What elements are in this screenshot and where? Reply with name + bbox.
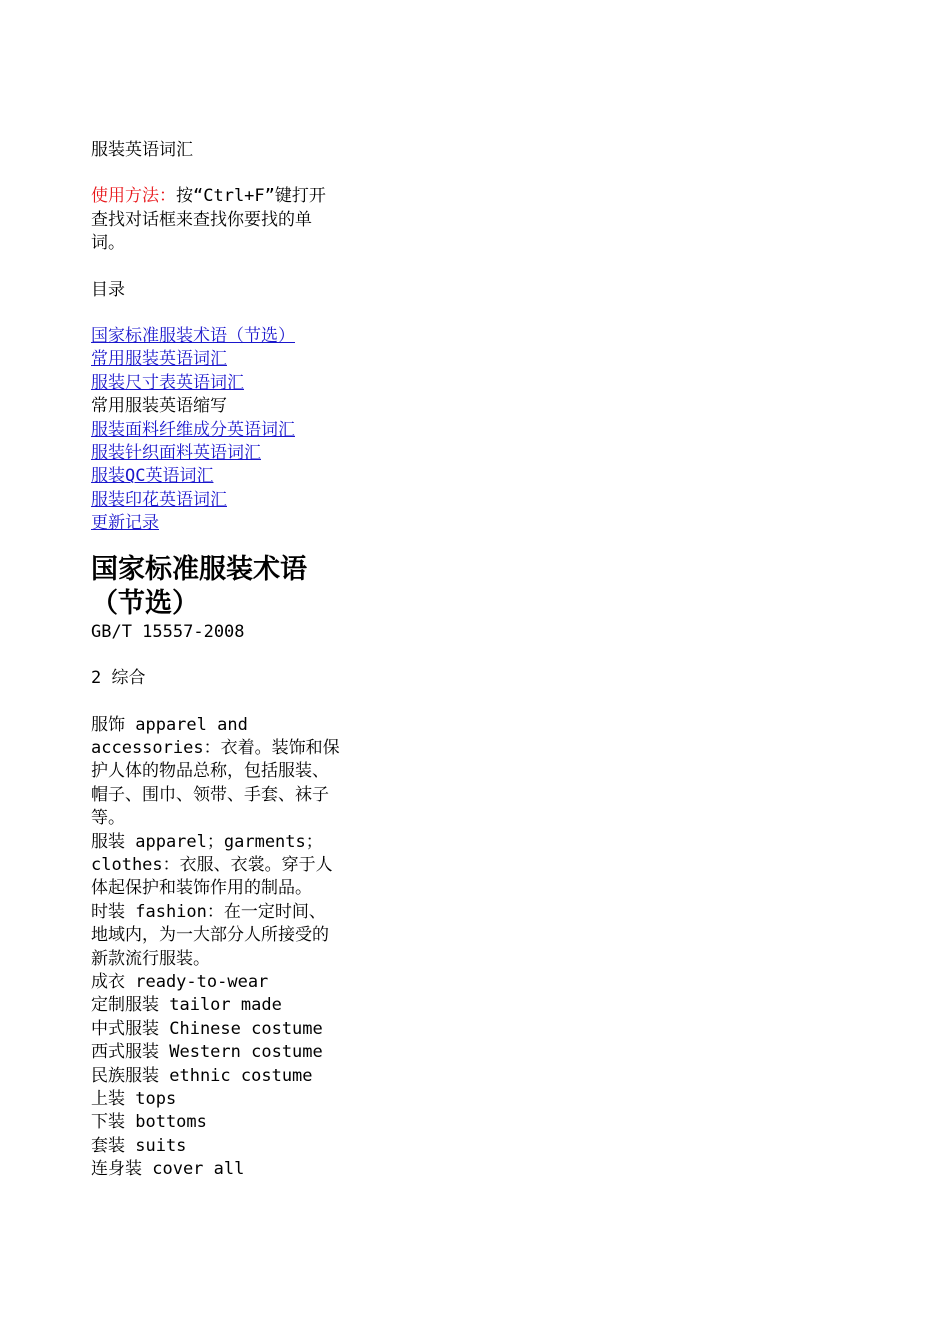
toc-list	[91, 325, 341, 536]
section-heading: 国家标准服装术语（节选）	[91, 553, 307, 619]
toc-link-national-standard[interactable]: 国家标准服装术语（节选）	[91, 326, 295, 347]
toc-item[interactable]	[91, 372, 341, 395]
toc-item[interactable]	[91, 442, 341, 465]
term-entry: 上装 tops	[91, 1089, 177, 1109]
toc-link-printing[interactable]: 服装印花英语词汇	[91, 489, 227, 510]
term-entry: 定制服装 tailor made	[91, 995, 282, 1016]
document-title: 服装英语词汇	[91, 140, 193, 160]
document-page	[91, 139, 341, 1182]
usage-text: 按“Ctrl+F”键打开查找对话框来查找你要找的单词。	[91, 186, 326, 254]
term-entry: 时装 fashion：在一定时间、地域内，为一大部分人所接受的新款流行服装。	[91, 901, 329, 969]
term-entry: 套装 suits	[91, 1135, 187, 1156]
toc-item[interactable]	[91, 465, 341, 488]
toc-link-qc[interactable]: 服装QC英语词汇	[91, 466, 214, 487]
toc-link-size-chart[interactable]: 服装尺寸表英语词汇	[91, 372, 244, 393]
toc-item[interactable]	[91, 325, 341, 348]
usage-label: 使用方法：	[91, 186, 176, 207]
toc-item	[91, 395, 341, 418]
toc-heading: 目录	[91, 279, 125, 300]
term-entry: 连身装 cover all	[91, 1159, 245, 1180]
term-entry: 西式服装 Western costume	[91, 1042, 323, 1063]
term-entry: 成衣 ready-to-wear	[91, 971, 269, 992]
toc-item[interactable]	[91, 512, 341, 535]
term-entry: 服装 apparel；garments；clothes：衣服、衣裳。穿于人体起保护和装饰作用的制品。	[91, 831, 333, 899]
usage-instructions	[91, 185, 341, 255]
term-entry: 下装 bottoms	[91, 1112, 207, 1133]
standard-code: GB/T 15557-2008	[91, 621, 245, 642]
toc-link-fiber-composition[interactable]: 服装面料纤维成分英语词汇	[91, 419, 295, 440]
toc-item[interactable]	[91, 419, 341, 442]
term-list	[91, 714, 341, 1182]
toc-link-common-vocabulary[interactable]: 常用服装英语词汇	[91, 349, 227, 370]
subsection-title: 2 综合	[91, 668, 146, 689]
toc-item[interactable]	[91, 348, 341, 371]
term-entry: 民族服装 ethnic costume	[91, 1065, 313, 1086]
toc-item[interactable]	[91, 489, 341, 512]
toc-link-changelog[interactable]: 更新记录	[91, 513, 159, 534]
term-entry: 中式服装 Chinese costume	[91, 1018, 323, 1039]
toc-link-knit-fabric[interactable]: 服装针织面料英语词汇	[91, 443, 261, 464]
term-entry: 服饰 apparel and accessories：衣着。装饰和保护人体的物品总称，包括服装、帽子、围巾、领带、手套、袜子等。	[91, 714, 340, 829]
toc-item-abbreviations: 常用服装英语缩写	[91, 396, 227, 417]
